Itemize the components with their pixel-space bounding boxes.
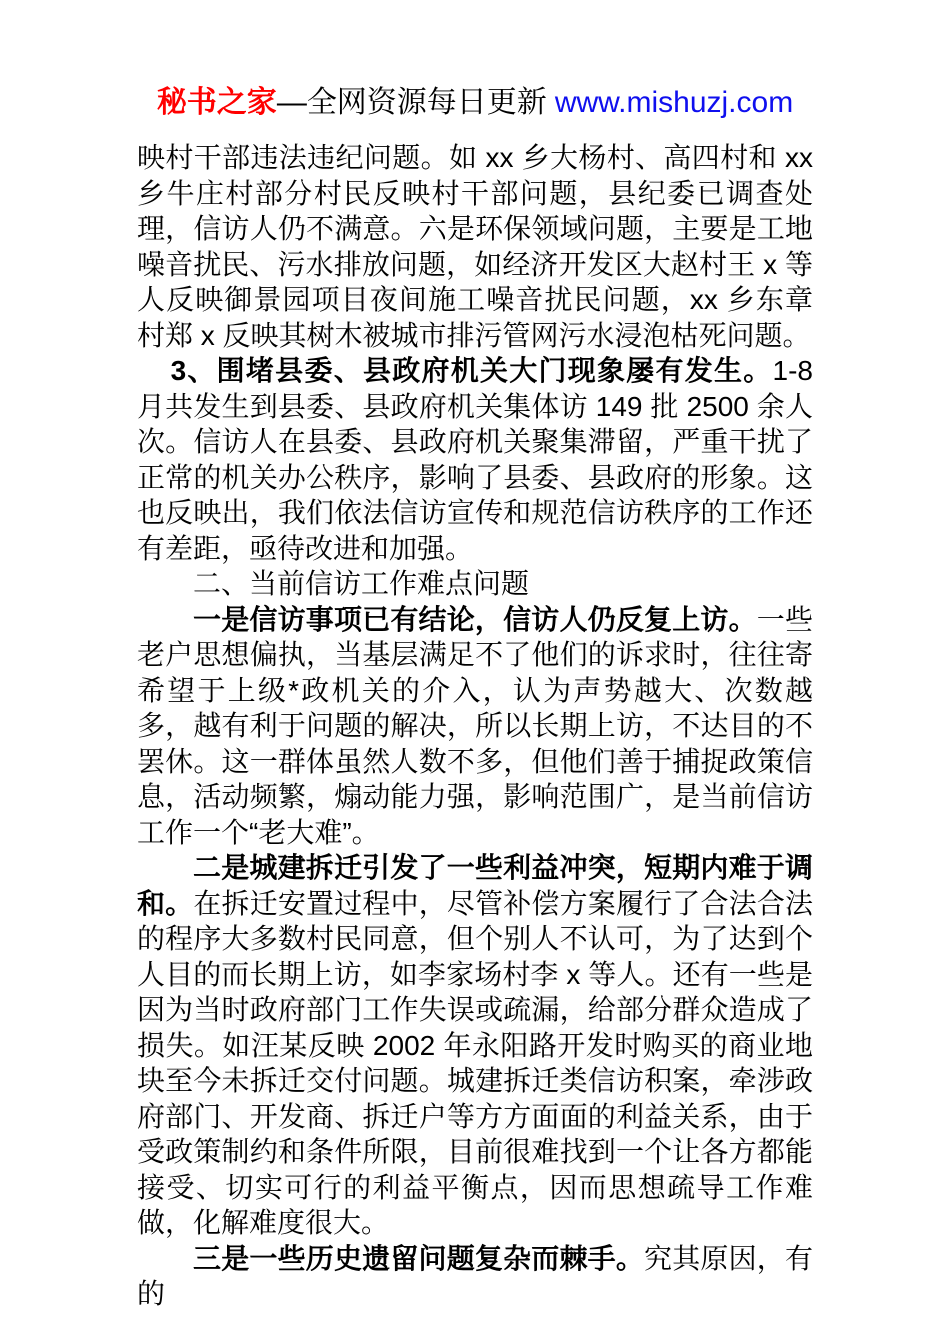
paragraph-heading: 三是一些历史遗留问题复杂而棘手。 <box>193 1242 645 1274</box>
paragraph-point-2 <box>137 850 813 1241</box>
paragraph-text: 映村干部违法违纪问题。如 xx 乡大杨村、高四村和 xx 乡牛庄村部分村民反映村干部问题，县纪委已调查处理，信访人仍不满意。六是环保领域问题，主要是工地噪音扰民、污水排放问题，如经济开发区大赵村王 x 等人反映御景园项目夜间施工噪音扰民问题，xx 乡东章村郑 x 反映其树木被城市排污管网污水浸泡枯死问题。 <box>137 142 813 351</box>
paragraph-text: 在拆迁安置过程中，尽管补偿方案履行了合法合法的程序大多数村民同意，但个别人不认可，为了达到个人目的而长期上访，如李家场村李 x 等人。还有一些是因为当时政府部门工作失误或疏漏，给部分群众造成了损失。如汪某反映 2002 年永阳路开发时购买的商业地块至今未拆迁交付问题。城建拆迁类信访积案，牵涉政府部门、开发商、拆迁户等方方面面的利益关系，由于受政策制约和条件所限，目前很难找到一个让各方都能接受、切实可行的利益平衡点，因而思想疏导工作难做，化解难度很大。 <box>137 887 813 1238</box>
site-brand: 秘书之家 <box>156 86 277 119</box>
paragraph-text: 究其原因，有的 <box>137 1242 813 1309</box>
paragraph-heading: 二是城建拆迁引发了一些利益冲突，短期内难于调和。 <box>137 852 813 919</box>
site-tagline: —全网资源每日更新 <box>276 86 547 119</box>
section-heading-text: 二、当前信访工作难点问题 <box>193 568 530 599</box>
section-heading-2 <box>137 566 813 602</box>
site-url-link[interactable]: www.mishuzj.com <box>554 86 794 119</box>
paragraph-item-3 <box>137 353 813 566</box>
paragraph-point-3 <box>137 1241 813 1312</box>
paragraph-point-1 <box>137 602 813 851</box>
paragraph-text: 1-8 月共发生到县委、县政府机关集体访 149 批 2500 余人次。信访人在县委、县政府机关聚集滞留，严重干扰了正常的机关办公秩序，影响了县委、县政府的形象。这也反映出，我们依法信访宣传和规范信访秩序的工作还有差距，亟待改进和加强。 <box>137 355 813 564</box>
document-body <box>137 140 813 1312</box>
paragraph-continuation <box>137 140 813 353</box>
paragraph-text: 一些老户思想偏执，当基层满足不了他们的诉求时，往往寄希望于上级*政机关的介入，认为声势越大、次数越多，越有利于问题的解决，所以长期上访，不达目的不罢休。这一群体虽然人数不多，但他们善于捕捉政策信息，活动频繁，煽动能力强，影响范围广，是当前信访工作一个“老大难”。 <box>137 603 813 848</box>
paragraph-heading: 3、围堵县委、县政府机关大门现象屡有发生。 <box>170 355 773 386</box>
paragraph-heading: 一是信访事项已有结论，信访人仍反复上访。 <box>193 603 757 635</box>
site-header <box>0 84 950 122</box>
